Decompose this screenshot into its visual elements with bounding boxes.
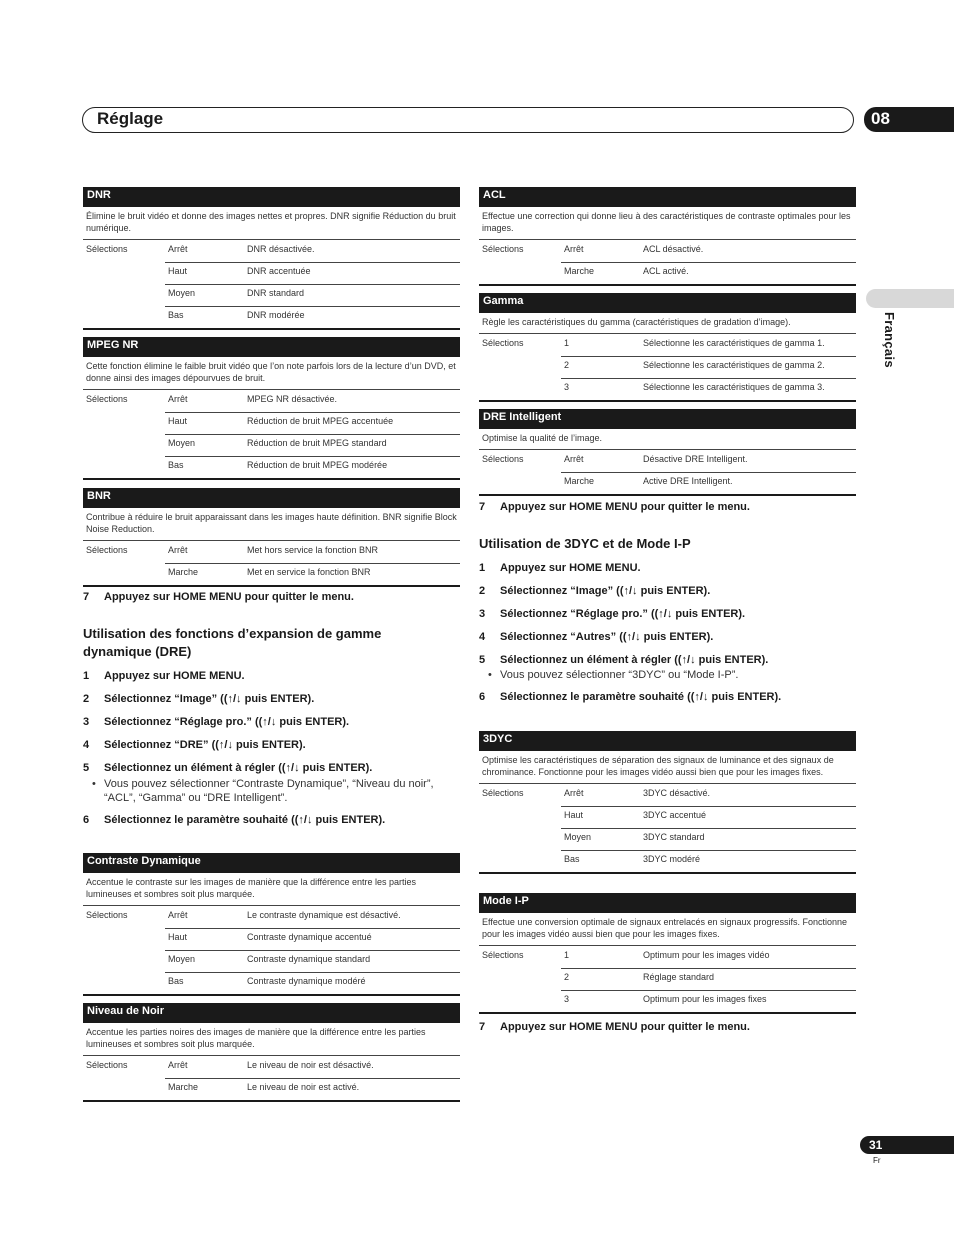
- selections-label: Sélections: [86, 545, 128, 555]
- table-row: [479, 806, 856, 828]
- table-row: [83, 972, 460, 994]
- table-row: [83, 541, 460, 563]
- dre-step-1: 1 Appuyez sur HOME MENU.: [83, 670, 245, 682]
- table-title: DRE Intelligent: [479, 409, 856, 429]
- table-description: Optimise les caractéristiques de séparation des signaux de luminance et des signaux de chrominance. Fonctionne pour les images vidéo aussi bien que pour les images fixes.: [479, 751, 856, 784]
- dre-step-3: 3 Sélectionnez “Réglage pro.” ((↑/↓ puis ENTER).: [83, 716, 350, 728]
- dyc-bullet: • Vous pouvez sélectionner “3DYC” ou “Mode I-P”.: [488, 669, 739, 681]
- table-row: [83, 434, 460, 456]
- table-description: Règle les caractéristiques du gamma (caractéristiques de gradation d’image).: [479, 313, 856, 334]
- contraste-dynamique-table: [83, 853, 460, 996]
- dre-step-5: 5 Sélectionnez un élément à régler ((↑/↓ puis ENTER).: [83, 762, 373, 774]
- up-down-arrow-icon: (↑/↓: [622, 631, 641, 643]
- option-description: Met en service la fonction BNR: [247, 567, 371, 577]
- option-name: Haut: [564, 810, 584, 820]
- option-description: Sélectionne les caractéristiques de gamma 2.: [643, 360, 825, 370]
- selections-label: Sélections: [482, 244, 524, 254]
- dyc-heading: Utilisation de 3DYC et de Mode I-P: [479, 536, 691, 551]
- table-title: Gamma: [479, 293, 856, 313]
- option-name: Arrêt: [564, 244, 584, 254]
- dnr-table: [83, 187, 460, 330]
- selections-label: Sélections: [482, 338, 524, 348]
- selections-label: Sélections: [86, 1060, 128, 1070]
- option-name: Moyen: [168, 438, 196, 448]
- option-description: ACL désactivé.: [643, 244, 704, 254]
- up-down-arrow-icon: (↑/↓: [223, 693, 242, 705]
- table-title: Mode I-P: [479, 893, 856, 913]
- table-row: [83, 284, 460, 306]
- table-row: [479, 356, 856, 378]
- option-name: Arrêt: [168, 394, 188, 404]
- bnr-table: [83, 488, 460, 587]
- option-name: Moyen: [168, 954, 196, 964]
- page-language: Fr: [873, 1156, 881, 1165]
- option-name: 2: [564, 972, 570, 982]
- table-description: Contribue à réduire le bruit apparaissant dans les images haute définition. BNR signifie Block Noise Reduction.: [83, 508, 460, 541]
- table-row: [479, 946, 856, 968]
- table-row: [479, 378, 856, 400]
- dyc-step-1: 1 Appuyez sur HOME MENU.: [479, 562, 641, 574]
- page-number: 31: [860, 1136, 954, 1154]
- option-description: Désactive DRE Intelligent.: [643, 454, 748, 464]
- option-description: Réduction de bruit MPEG accentuée: [247, 416, 394, 426]
- table-title: DNR: [83, 187, 460, 207]
- table-row: [83, 412, 460, 434]
- option-description: MPEG NR désactivée.: [247, 394, 338, 404]
- dyc-step-2: 2 Sélectionnez “Image” ((↑/↓ puis ENTER).: [479, 585, 711, 597]
- selections-label: Sélections: [482, 950, 524, 960]
- table-row: [479, 990, 856, 1012]
- option-name: Marche: [564, 476, 595, 486]
- table-row: [479, 472, 856, 494]
- table-title: ACL: [479, 187, 856, 207]
- table-description: Optimise la qualité de l’image.: [479, 429, 856, 450]
- language-label: Français: [882, 312, 897, 368]
- table-row: [83, 306, 460, 328]
- option-description: DNR accentuée: [247, 266, 311, 276]
- option-name: Arrêt: [564, 788, 584, 798]
- option-description: Le niveau de noir est désactivé.: [247, 1060, 374, 1070]
- up-down-arrow-icon: (↑/↓: [294, 814, 313, 826]
- table-description: Effectue une conversion optimale de signaux entrelacés en signaux progressifs. Fonctionne pour les images vidéo aussi bien que pour les images fixes.: [479, 913, 856, 946]
- option-description: Réduction de bruit MPEG modérée: [247, 460, 388, 470]
- option-description: Sélectionne les caractéristiques de gamma 3.: [643, 382, 825, 392]
- chapter-header-bar: [82, 107, 854, 133]
- table-description: Effectue une correction qui donne lieu à des caractéristiques de contraste optimales pour les images.: [479, 207, 856, 240]
- table-row: [83, 456, 460, 478]
- table-title: Contraste Dynamique: [83, 853, 460, 873]
- dre-step-6: 6 Sélectionnez le paramètre souhaité ((↑/↓ puis ENTER).: [83, 814, 386, 826]
- table-row: [83, 950, 460, 972]
- table-row: [479, 334, 856, 356]
- option-description: Réduction de bruit MPEG standard: [247, 438, 387, 448]
- option-name: Marche: [564, 266, 595, 276]
- option-description: Contraste dynamique modéré: [247, 976, 366, 986]
- table-description: Accentue les parties noires des images de manière que la différence entre les parties lumineuses et sombres soit plus marquée.: [83, 1023, 460, 1056]
- mpeg-nr-table: [83, 337, 460, 480]
- option-name: Arrêt: [168, 244, 188, 254]
- option-description: Optimum pour les images vidéo: [643, 950, 770, 960]
- dre-bullet: • Vous pouvez sélectionner “Contraste Dynamique”, “Niveau du noir”, “ACL”, “Gamma” ou “DRE Intelligent”.: [92, 778, 434, 804]
- option-description: Contraste dynamique standard: [247, 954, 371, 964]
- option-description: Sélectionne les caractéristiques de gamma 1.: [643, 338, 825, 348]
- option-description: Met hors service la fonction BNR: [247, 545, 379, 555]
- table-description: Accentue le contraste sur les images de manière que la différence entre les parties lumineuses et sombres soit plus marquée.: [83, 873, 460, 906]
- dyc-step-3: 3 Sélectionnez “Réglage pro.” ((↑/↓ puis ENTER).: [479, 608, 746, 620]
- up-down-arrow-icon: (↑/↓: [281, 762, 300, 774]
- option-description: 3DYC désactivé.: [643, 788, 711, 798]
- language-tab: [866, 289, 954, 308]
- option-name: 1: [564, 950, 570, 960]
- table-row: [479, 262, 856, 284]
- option-name: Marche: [168, 1082, 199, 1092]
- selections-label: Sélections: [86, 394, 128, 404]
- table-title: 3DYC: [479, 731, 856, 751]
- option-description: Contraste dynamique accentué: [247, 932, 372, 942]
- option-name: Haut: [168, 416, 188, 426]
- option-description: 3DYC modéré: [643, 854, 701, 864]
- mode-ip-table: [479, 893, 856, 1014]
- selections-label: Sélections: [482, 788, 524, 798]
- option-description: Réglage standard: [643, 972, 715, 982]
- up-down-arrow-icon: (↑/↓: [258, 716, 277, 728]
- option-name: Marche: [168, 567, 199, 577]
- option-name: Arrêt: [168, 1060, 188, 1070]
- table-row: [83, 240, 460, 262]
- step-7-right-a: 7 Appuyez sur HOME MENU pour quitter le menu.: [479, 501, 750, 513]
- option-description: 3DYC accentué: [643, 810, 707, 820]
- option-name: 2: [564, 360, 570, 370]
- selections-label: Sélections: [86, 244, 128, 254]
- option-name: Bas: [168, 976, 184, 986]
- table-row: [479, 828, 856, 850]
- up-down-arrow-icon: (↑/↓: [215, 739, 233, 751]
- option-name: Arrêt: [168, 545, 188, 555]
- dyc-step-4: 4 Sélectionnez “Autres” ((↑/↓ puis ENTER).: [479, 631, 714, 643]
- table-description: Élimine le bruit vidéo et donne des images nettes et propres. DNR signifie Réduction du bruit numérique.: [83, 207, 460, 240]
- option-name: 3: [564, 994, 570, 1004]
- option-description: ACL activé.: [643, 266, 689, 276]
- table-row: [479, 850, 856, 872]
- page-title: Réglage: [97, 109, 164, 128]
- step-7-left: 7 Appuyez sur HOME MENU pour quitter le menu.: [83, 591, 354, 603]
- option-description: Active DRE Intelligent.: [643, 476, 733, 486]
- table-row: [83, 563, 460, 585]
- option-description: 3DYC standard: [643, 832, 705, 842]
- option-name: Haut: [168, 932, 188, 942]
- option-name: Arrêt: [168, 910, 188, 920]
- chapter-number: 08: [864, 107, 954, 132]
- table-description: Cette fonction élimine le faible bruit vidéo que l’on note parfois lors de la lecture d’un DVD, et donne ainsi des images dépourvues de bruit.: [83, 357, 460, 390]
- option-description: Le contraste dynamique est désactivé.: [247, 910, 401, 920]
- option-name: Bas: [564, 854, 580, 864]
- option-description: Optimum pour les images fixes: [643, 994, 767, 1004]
- table-row: [83, 906, 460, 928]
- dre-heading: Utilisation des fonctions d’expansion de gamme dynamique (DRE): [83, 626, 382, 659]
- table-row: [83, 262, 460, 284]
- dre-intelligent-table: [479, 409, 856, 496]
- option-name: Bas: [168, 460, 184, 470]
- up-down-arrow-icon: (↑/↓: [677, 654, 696, 666]
- dyc-step-6: 6 Sélectionnez le paramètre souhaité ((↑/↓ puis ENTER).: [479, 691, 782, 703]
- dyc-step-5: 5 Sélectionnez un élément à régler ((↑/↓ puis ENTER).: [479, 654, 769, 666]
- table-title: Niveau de Noir: [83, 1003, 460, 1023]
- niveau-de-noir-table: [83, 1003, 460, 1102]
- acl-table: [479, 187, 856, 286]
- step-7-right-b: 7 Appuyez sur HOME MENU pour quitter le menu.: [479, 1021, 750, 1033]
- selections-label: Sélections: [86, 910, 128, 920]
- up-down-arrow-icon: (↑/↓: [690, 691, 709, 703]
- option-name: 3: [564, 382, 570, 392]
- up-down-arrow-icon: (↑/↓: [619, 585, 638, 597]
- table-row: [83, 928, 460, 950]
- selections-label: Sélections: [482, 454, 524, 464]
- table-row: [83, 1078, 460, 1100]
- table-title: MPEG NR: [83, 337, 460, 357]
- option-description: Le niveau de noir est activé.: [247, 1082, 360, 1092]
- option-name: Moyen: [168, 288, 196, 298]
- table-row: [479, 784, 856, 806]
- option-name: Moyen: [564, 832, 592, 842]
- table-row: [83, 390, 460, 412]
- option-name: Bas: [168, 310, 184, 320]
- table-row: [479, 450, 856, 472]
- table-row: [479, 968, 856, 990]
- 3dyc-table: [479, 731, 856, 874]
- option-description: DNR modérée: [247, 310, 305, 320]
- dre-step-4: 4 Sélectionnez “DRE” ((↑/↓ puis ENTER).: [83, 739, 306, 751]
- gamma-table: [479, 293, 856, 402]
- option-name: 1: [564, 338, 570, 348]
- up-down-arrow-icon: (↑/↓: [654, 608, 673, 620]
- option-name: Arrêt: [564, 454, 584, 464]
- option-description: DNR désactivée.: [247, 244, 315, 254]
- dre-step-2: 2 Sélectionnez “Image” ((↑/↓ puis ENTER).: [83, 693, 315, 705]
- table-row: [83, 1056, 460, 1078]
- option-description: DNR standard: [247, 288, 305, 298]
- table-row: [479, 240, 856, 262]
- option-name: Haut: [168, 266, 188, 276]
- table-title: BNR: [83, 488, 460, 508]
